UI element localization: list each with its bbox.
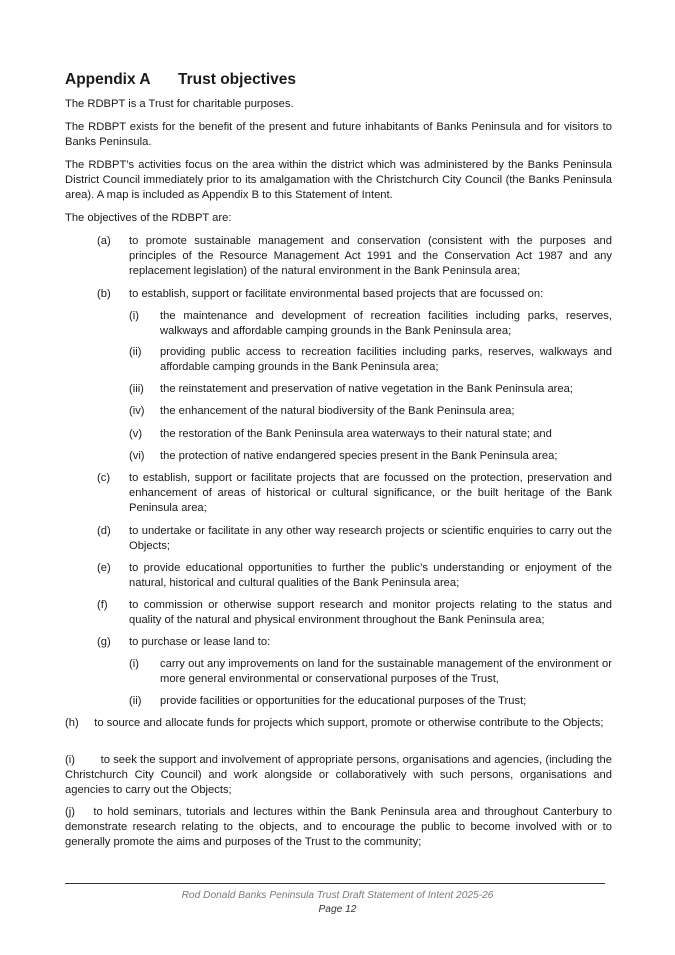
sub-objective-text: carry out any improvements on land for the sustainable management of the environment or more general environmental or conservational purposes of the Trust, bbox=[160, 658, 612, 686]
paragraph-charitable: The RDBPT is a Trust for charitable purposes. bbox=[65, 98, 294, 110]
objective-text: to establish, support or facilitate environmental based projects that are focussed on: bbox=[129, 288, 544, 300]
sub-objective-label: (ii) bbox=[129, 695, 142, 707]
footer-divider bbox=[65, 883, 605, 884]
sub-objective-text: the restoration of the Bank Peninsula area waterways to their natural state; and bbox=[160, 428, 552, 440]
objective-text: to promote sustainable management and conservation (consistent with the purposes and principles of the Resource Management Act 1991 and the Conservation Act 1987 and any replacement legislation) of the natural environment in the Bank Peninsula area; bbox=[129, 235, 612, 278]
sub-objective-label: (vi) bbox=[129, 450, 145, 462]
sub-objective-text: the maintenance and development of recreation facilities including parks, reserves, walkways and affordable camping grounds in the Bank Peninsula area; bbox=[160, 310, 612, 338]
appendix-title: Trust objectives bbox=[178, 71, 297, 88]
objective-label: (b) bbox=[97, 288, 111, 300]
appendix-heading bbox=[65, 70, 296, 90]
objective-label: (g) bbox=[97, 636, 111, 648]
sub-objective-label: (iv) bbox=[129, 405, 145, 417]
objective-label: (c) bbox=[97, 472, 111, 484]
objective-label: (d) bbox=[97, 525, 111, 537]
objective-text: to establish, support or facilitate projects that are focussed on the protection, preservation and enhancement of areas of historical or cultural significance, or the built heritage of the Bank Peninsula area; bbox=[129, 472, 612, 515]
objective-h: (h) to source and allocate funds for projects which support, promote or otherwise contribute to the Objects; bbox=[65, 717, 604, 729]
footer-title: Rod Donald Banks Peninsula Trust Draft Statement of Intent 2025-26 bbox=[181, 890, 494, 901]
objective-label: (f) bbox=[97, 599, 108, 611]
objective-text: to commission or otherwise support research and monitor projects relating to the status and quality of the natural and physical environment throughout the Bank Peninsula area; bbox=[129, 599, 612, 627]
objective-j: (j) to hold seminars, tutorials and lectures within the Bank Peninsula area and throughout Canterbury to demonstrate research relating to the objects, and to encourage the public to become involved with or to generally promote the aims and purposes of the Trust to the community; bbox=[65, 806, 616, 849]
appendix-code: Appendix A bbox=[65, 71, 151, 88]
objective-i: (i) to seek the support and involvement of appropriate persons, organisations and agencies, (including the Christchurch City Council) and work alongside or collaboratively with such persons, organisations and agencies to carry out the Objects; bbox=[65, 754, 616, 797]
sub-objective-text: the enhancement of the natural biodiversity of the Bank Peninsula area; bbox=[160, 405, 515, 417]
sub-objective-label: (ii) bbox=[129, 346, 142, 358]
objective-text: to undertake or facilitate in any other way research projects or scientific enquiries to carry out the Objects; bbox=[129, 525, 612, 553]
objective-label: (e) bbox=[97, 562, 111, 574]
objective-text: to provide educational opportunities to further the public’s understanding or enjoyment of the natural, historical and cultural qualities of the Bank Peninsula area; bbox=[129, 562, 612, 590]
sub-objective-text: provide facilities or opportunities for the educational purposes of the Trust; bbox=[160, 695, 527, 707]
page-number: Page 12 bbox=[318, 904, 357, 915]
paragraph-benefit: The RDBPT exists for the benefit of the present and future inhabitants of Banks Peninsula and for visitors to Banks Peninsula. bbox=[65, 121, 612, 149]
sub-objective-label: (v) bbox=[129, 428, 143, 440]
sub-objective-text: providing public access to recreation facilities including parks, reserves, walkways and affordable camping grounds in the Bank Peninsula area; bbox=[160, 346, 612, 374]
sub-objective-label: (i) bbox=[129, 658, 139, 670]
paragraph-area: The RDBPT’s activities focus on the area within the district which was administered by the Banks Peninsula District Council immediately prior to its amalgamation with the Christchurch City Council (the Banks Peninsula area). A map is included as Appendix B to this Statement of Intent. bbox=[65, 159, 612, 202]
paragraph-objectives-intro: The objectives of the RDBPT are: bbox=[65, 212, 232, 224]
sub-objective-label: (iii) bbox=[129, 383, 144, 395]
objective-label: (a) bbox=[97, 235, 111, 247]
objective-text: to purchase or lease land to: bbox=[129, 636, 271, 648]
sub-objective-text: the reinstatement and preservation of native vegetation in the Bank Peninsula area; bbox=[160, 383, 573, 395]
sub-objective-text: the protection of native endangered species present in the Bank Peninsula area; bbox=[160, 450, 558, 462]
sub-objective-label: (i) bbox=[129, 310, 139, 322]
